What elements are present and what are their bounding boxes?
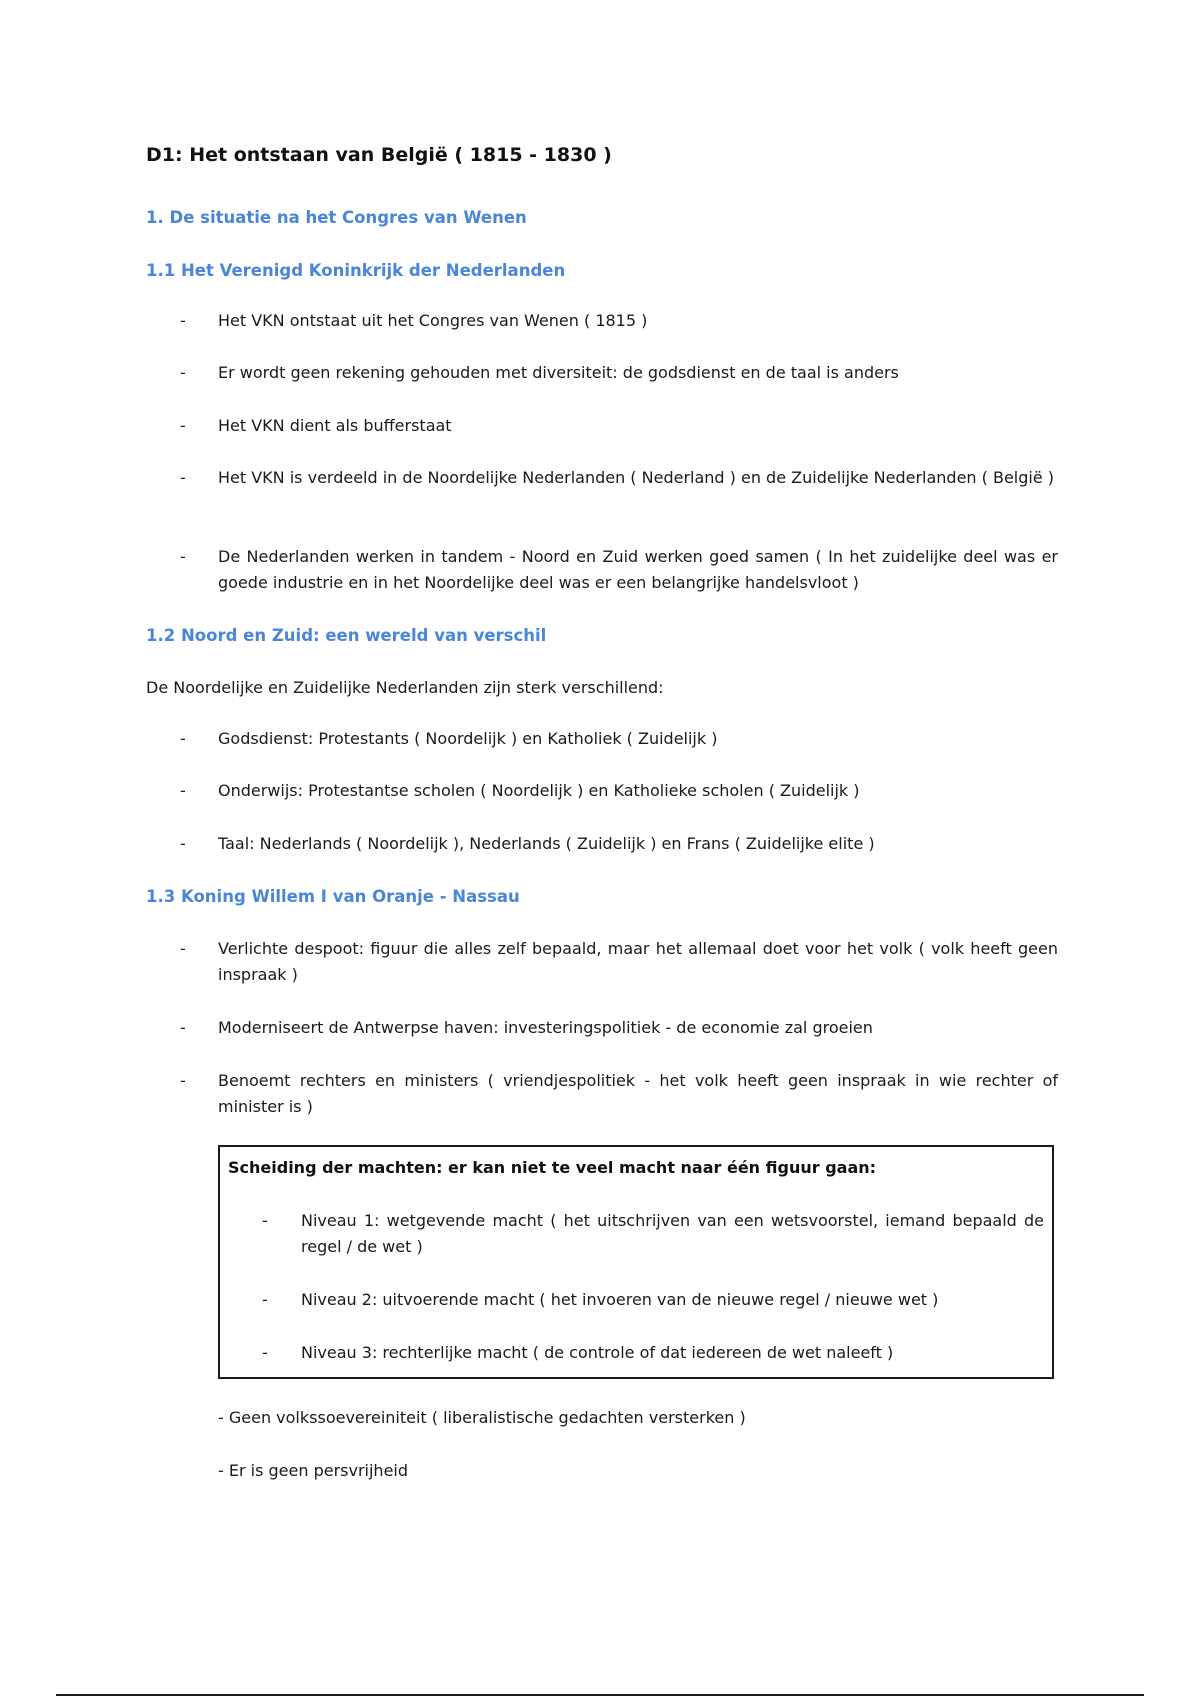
list-item-text: Er wordt geen rekening gehouden met diversiteit: de godsdienst en de taal is anders [218,363,899,382]
list-item [146,544,1058,596]
list-item-text: Niveau 1: wetgevende macht ( het uitschrijven van een wetsvoorstel, iemand bepaald de regel / de wet ) [301,1211,1044,1256]
bullet-dash: - [180,363,186,382]
bullet-dash: - [180,781,186,800]
bullet-dash: - [180,311,186,330]
section-1-2-heading: 1.2 Noord en Zuid: een wereld van verschil [146,626,547,645]
bullet-dash: - [262,1343,268,1362]
bullet-dash: - [262,1211,268,1230]
section-1-1-heading: 1.1 Het Verenigd Koninkrijk der Nederlanden [146,261,566,280]
document-title: D1: Het ontstaan van België ( 1815 - 1830 ) [146,144,612,166]
list-item-text: Moderniseert de Antwerpse haven: investeringspolitiek - de economie zal groeien [218,1018,873,1037]
list-item [146,308,1058,334]
list-item-text: Verlichte despoot: figuur die alles zelf bepaald, maar het allemaal doet voor het volk ( volk heeft geen inspraak ) [218,939,1058,984]
footer-divider [56,1694,1144,1696]
note-line: - Er is geen persvrijheid [218,1461,409,1480]
list-item [146,465,1058,491]
bullet-dash: - [180,416,186,435]
bullet-dash: - [180,468,186,487]
box-title: Scheiding der machten: er kan niet te veel macht naar één figuur gaan: [228,1158,877,1177]
bullet-dash: - [180,1018,186,1037]
section-1-heading: 1. De situatie na het Congres van Wenen [146,208,527,227]
list-item [146,778,1058,804]
bullet-dash: - [180,729,186,748]
list-item [146,831,1058,857]
list-item [146,413,1058,439]
list-item [146,1068,1058,1120]
list-item-text: Niveau 2: uitvoerende macht ( het invoeren van de nieuwe regel / nieuwe wet ) [301,1290,939,1309]
bullet-dash: - [180,939,186,958]
list-item [146,726,1058,752]
list-item-text: Niveau 3: rechterlijke macht ( de controle of dat iedereen de wet naleeft ) [301,1343,894,1362]
list-item-text: Benoemt rechters en ministers ( vriendjespolitiek - het volk heeft geen inspraak in wie rechter of minister is ) [218,1071,1058,1116]
list-item-text: Onderwijs: Protestantse scholen ( Noordelijk ) en Katholieke scholen ( Zuidelijk ) [218,781,860,800]
list-item-text: Taal: Nederlands ( Noordelijk ), Nederlands ( Zuidelijk ) en Frans ( Zuidelijke elite ) [218,834,875,853]
list-item-text: Het VKN ontstaat uit het Congres van Wenen ( 1815 ) [218,311,648,330]
bullet-dash: - [262,1290,268,1309]
list-item-text: Het VKN dient als bufferstaat [218,416,452,435]
bullet-dash: - [180,1071,186,1090]
section-1-3-heading: 1.3 Koning Willem I van Oranje - Nassau [146,887,520,906]
list-item [146,1015,1058,1041]
list-item [146,360,1058,386]
list-item [228,1287,1044,1313]
list-item [228,1340,1044,1366]
note-line: - Geen volkssoevereiniteit ( liberalistische gedachten versterken ) [218,1408,746,1427]
list-item [228,1208,1044,1260]
list-item-text: Godsdienst: Protestants ( Noordelijk ) en Katholiek ( Zuidelijk ) [218,729,718,748]
section-1-2-intro: De Noordelijke en Zuidelijke Nederlanden zijn sterk verschillend: [146,678,664,697]
list-item-text: De Nederlanden werken in tandem - Noord en Zuid werken goed samen ( In het zuidelijke deel was er goede industrie en in het Noordelijke deel was er een belangrijke handelsvloot ) [218,547,1058,592]
bullet-dash: - [180,834,186,853]
bullet-dash: - [180,547,186,566]
list-item-text: Het VKN is verdeeld in de Noordelijke Nederlanden ( Nederland ) en de Zuidelijke Nederlanden ( België ) [218,468,1055,487]
list-item [146,936,1058,988]
